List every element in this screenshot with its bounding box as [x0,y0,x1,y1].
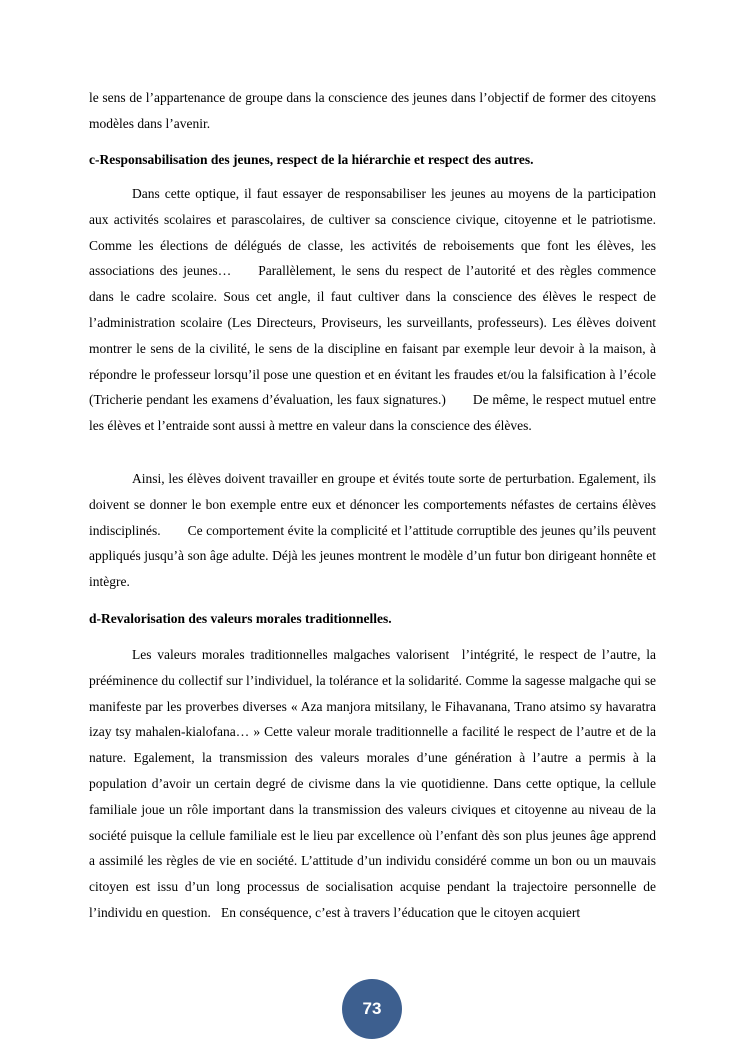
paragraph-responsabilisation: Dans cette optique, il faut essayer de responsabiliser les jeunes au moyens de la participation aux activités scolaires et parascolaires, de cultiver sa conscience civique, citoyenne et le patriotisme. Comme les élections de délégués de classe, les activités de reboisements que font les élèves, les associations des jeunes… Parallèlement, le sens du respect de l’autorité et des règles commence dans le cadre scolaire. Sous cet angle, il faut cultiver dans la conscience des élèves le respect de l’administration scolaire (Les Directeurs, Proviseurs, les surveillants, professeurs). Les élèves doivent montrer le sens de la civilité, le sens de la discipline en faisant par exemple leur devoir à la maison, à répondre le professeur lorsqu’il pose une question et en évitant les fraudes et/ou la falsification à l’école (Tricherie pendant les examens d’évaluation, les faux signatures.) De même, le respect mutuel entre les élèves et l’entraide sont aussi à mettre en valeur dans la conscience des élèves. [89,186,656,434]
page-number-badge: 73 [342,979,402,1039]
section-heading-d: d-Revalorisation des valeurs morales traditionnelles. [89,611,392,626]
section-heading-c: c-Responsabilisation des jeunes, respect de la hiérarchie et respect des autres. [89,152,534,167]
paragraph-valeurs-morales: Les valeurs morales traditionnelles malgaches valorisent l’intégrité, le respect de l’autre, la prééminence du collectif sur l’individuel, la tolérance et la solidarité. Comme la sagesse malgache qui se manifeste par les proverbes diverses « Aza manjora mitsilany, le Fihavanana, Trano atsimo sy havaratra izay tsy mahalen-kialofana… » Cette valeur morale traditionnelle a facilité le respect de l’autre et de la nature. Egalement, la transmission des valeurs morales d’une génération à l’autre a permis à la population d’avoir un certain degré de civisme dans la vie quotidienne. Dans cette optique, la cellule familiale joue un rôle important dans la transmission des valeurs civiques et citoyenne au niveau de la société puisque la cellule familiale est le lieu par excellence où l’enfant dès son plus jeunes âge apprend a assimilé les règles de vie en société. L’attitude d’un individu considéré comme un bon ou un mauvais citoyen est issu d’un long processus de socialisation acquise pendant la trajectoire personnelle de l’individu en question. En conséquence, c’est à travers l’éducation que le citoyen acquiert [89,647,656,920]
paragraph-continuation: le sens de l’appartenance de groupe dans la conscience des jeunes dans l’objectif de former des citoyens modèles dans l’avenir. [89,90,656,131]
paragraph-travail-groupe: Ainsi, les élèves doivent travailler en groupe et évités toute sorte de perturbation. Egalement, ils doivent se donner le bon exemple entre eux et dénoncer les comportements néfastes de certains élèves indisciplinés. Ce comportement évite la complicité et l’attitude corruptible des jeunes qu’ils peuvent appliqués jusqu’à son âge adulte. Déjà les jeunes montrent le modèle d’un futur bon dirigeant honnête et intègre. [89,471,656,590]
